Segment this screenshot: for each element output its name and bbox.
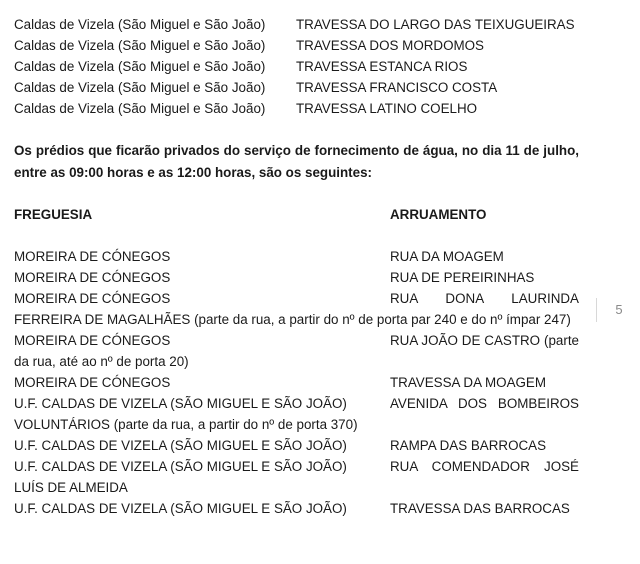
parish-cell: Caldas de Vizela (São Miguel e São João) (14, 80, 266, 95)
street-continuation: VOLUNTÁRIOS (parte da rua, a partir do nº de porta 370) (14, 417, 358, 432)
list-item (14, 393, 579, 435)
parish-cell: U.F. CALDAS DE VIZELA (SÃO MIGUEL E SÃO JOÃO) (14, 459, 347, 474)
page-number: 5 (596, 298, 640, 322)
top-row (14, 98, 579, 119)
street-continuation: da rua, até ao nº de porta 20) (14, 354, 189, 369)
parish-cell: Caldas de Vizela (São Miguel e São João) (14, 17, 266, 32)
street-cell: TRAVESSA DAS BARROCAS (390, 501, 570, 516)
list-item (14, 330, 579, 372)
intro-paragraph: Os prédios que ficarão privados do serviço de fornecimento de água, no dia 11 de julho, entre as 09:00 horas e as 12:00 horas, são os seguintes: (14, 143, 579, 180)
parish-cell: MOREIRA DE CÓNEGOS (14, 249, 171, 264)
top-row (14, 14, 579, 35)
street-cell: RUA DE PEREIRINHAS (390, 270, 535, 285)
parish-cell: MOREIRA DE CÓNEGOS (14, 375, 171, 390)
parish-header: FREGUESIA (14, 207, 93, 222)
list-item (14, 372, 579, 393)
street-cell: RUA DA MOAGEM (390, 249, 504, 264)
top-row (14, 77, 579, 98)
street-continuation: LUÍS DE ALMEIDA (14, 480, 128, 495)
street-cell: RAMPA DAS BARROCAS (390, 438, 547, 453)
street-cell: TRAVESSA ESTANCA RIOS (296, 59, 468, 74)
street-header: ARRUAMENTO (390, 207, 487, 222)
parish-cell: U.F. CALDAS DE VIZELA (SÃO MIGUEL E SÃO JOÃO) (14, 438, 347, 453)
top-row (14, 56, 579, 77)
document-page (14, 14, 579, 519)
parish-cell: U.F. CALDAS DE VIZELA (SÃO MIGUEL E SÃO JOÃO) (14, 501, 347, 516)
street-cell: TRAVESSA DO LARGO DAS TEIXUGUEIRAS (296, 17, 575, 32)
list-item (14, 498, 579, 519)
list-item (14, 456, 579, 498)
street-continuation: FERREIRA DE MAGALHÃES (parte da rua, a partir do nº de porta par 240 e do nº ímpar 247) (14, 312, 571, 327)
parish-cell: Caldas de Vizela (São Miguel e São João) (14, 101, 266, 116)
street-cell: AVENIDA DOS BOMBEIROS (390, 396, 579, 411)
list-item (14, 288, 579, 330)
parish-cell: MOREIRA DE CÓNEGOS (14, 333, 171, 348)
parish-cell: MOREIRA DE CÓNEGOS (14, 291, 171, 306)
street-cell: RUA COMENDADOR JOSÉ (390, 459, 579, 474)
column-headers (14, 204, 579, 225)
parish-cell: MOREIRA DE CÓNEGOS (14, 270, 171, 285)
top-street-list (14, 14, 579, 119)
street-cell: RUA DONA LAURINDA (390, 291, 579, 306)
street-cell: RUA JOÃO DE CASTRO (parte (390, 333, 579, 348)
top-row (14, 35, 579, 56)
parish-cell: Caldas de Vizela (São Miguel e São João) (14, 38, 266, 53)
list-item (14, 267, 579, 288)
street-cell: TRAVESSA LATINO COELHO (296, 101, 478, 116)
list-item (14, 435, 579, 456)
street-cell: TRAVESSA FRANCISCO COSTA (296, 80, 498, 95)
street-cell: TRAVESSA DA MOAGEM (390, 375, 547, 390)
street-cell: TRAVESSA DOS MORDOMOS (296, 38, 484, 53)
parish-cell: Caldas de Vizela (São Miguel e São João) (14, 59, 266, 74)
street-list (14, 246, 579, 519)
parish-cell: U.F. CALDAS DE VIZELA (SÃO MIGUEL E SÃO JOÃO) (14, 396, 347, 411)
list-item (14, 246, 579, 267)
